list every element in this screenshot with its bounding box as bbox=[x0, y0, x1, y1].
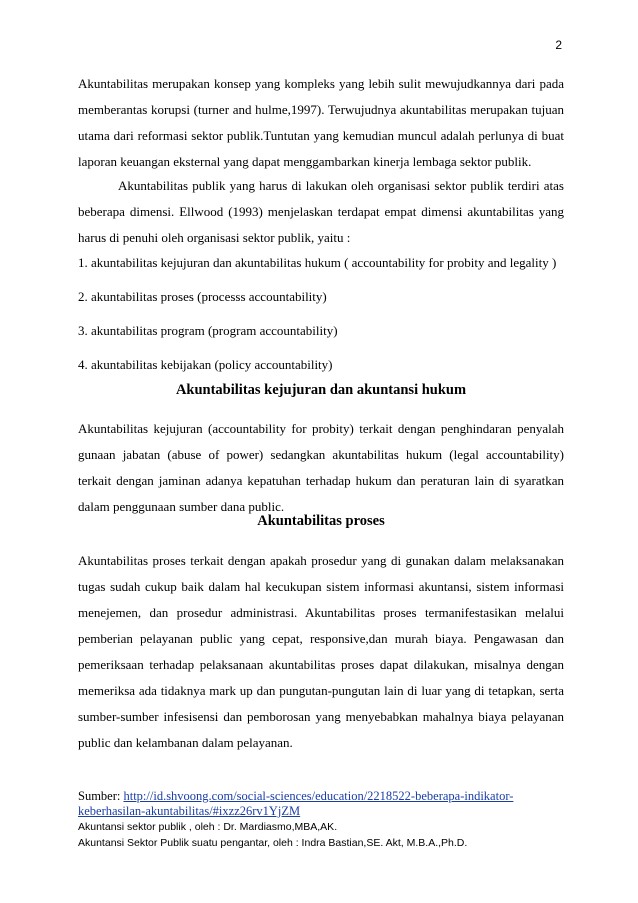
dimension-list bbox=[78, 250, 564, 386]
section-heading-proses: Akuntabilitas proses bbox=[257, 513, 385, 529]
paragraph-dimensions: Akuntabilitas publik yang harus di lakukan oleh organisasi sektor publik terdiri atas beberapa dimensi. Ellwood (1993) menjelaskan terdapat empat dimensi akuntabilitas yang harus di penuhi oleh organisasi sektor publik, yaitu : bbox=[78, 178, 564, 245]
paragraph-proses: Akuntabilitas proses terkait dengan apakah prosedur yang di gunakan dalam melaksanakan tugas sudah cukup baik dalam hal kecukupan sistem informasi akuntansi, sistem informasi menejemen, dan prosedur administrasi. Akuntabilitas proses termanifestasikan melalui pemberian pelayanan public yang cepat, responsive,dan murah biaya. Pengawasan dan pemeriksaan terhadap pelaksanaan akuntabilitas proses dapat dilakukan, misalnya dengan memeriksa ada tidaknya mark up dan pungutan-pungutan lain di luar yang di tetapkan, serta sumber-sumber infesisensi dan pemborosan yang menyebabkan mahalnya biaya pelayanan public dan kelambanan dalam pelayanan. bbox=[78, 553, 564, 750]
section-heading-kejujuran: Akuntabilitas kejujuran dan akuntansi hukum bbox=[175, 382, 467, 398]
source-line bbox=[78, 789, 568, 819]
source-link[interactable]: http://id.shvoong.com/social-sciences/education/2218522-beberapa-indikator-keberhasilan-akuntabilitas/#ixzz26rv1YjZM bbox=[78, 789, 514, 818]
list-item: 3. akuntabilitas program (program accountability) bbox=[78, 323, 338, 338]
list-item: 1. akuntabilitas kejujuran dan akuntabilitas hukum ( accountability for probity and legality ) bbox=[78, 255, 557, 270]
page-number: 2 bbox=[555, 38, 562, 52]
source-label: Sumber: bbox=[78, 789, 124, 803]
reference-mardiasmo: Akuntansi sektor publik , oleh : Dr. Mardiasmo,MBA,AK. bbox=[78, 821, 338, 833]
footer-sources bbox=[78, 789, 568, 851]
list-item: 2. akuntabilitas proses (processs accountability) bbox=[78, 289, 327, 304]
paragraph-kejujuran: Akuntabilitas kejujuran (accountability for probity) terkait dengan penghindaran penyalah gunaan jabatan (abuse of power) sedangkan akuntabilitas hukum (legal accountability) terkait dengan jaminan adanya kepatuhan terhadap hukum dan peraturan lain di syaratkan dalam penggunaan sumber dana public. bbox=[78, 421, 564, 514]
paragraph-intro: Akuntabilitas merupakan konsep yang kompleks yang lebih sulit mewujudkannya dari pada memberantas korupsi (turner and hulme,1997). Terwujudnya akuntabilitas merupakan tujuan utama dari reformasi sektor publik.Tuntutan yang kemudian muncul adalah perlunya di buat laporan keuangan eksternal yang dapat menggambarkan kinerja lembaga sektor publik. bbox=[78, 76, 564, 169]
list-item: 4. akuntabilitas kebijakan (policy accountability) bbox=[78, 357, 333, 372]
reference-bastian: Akuntansi Sektor Publik suatu pengantar, oleh : Indra Bastian,SE. Akt, M.B.A.,Ph.D. bbox=[78, 837, 468, 849]
